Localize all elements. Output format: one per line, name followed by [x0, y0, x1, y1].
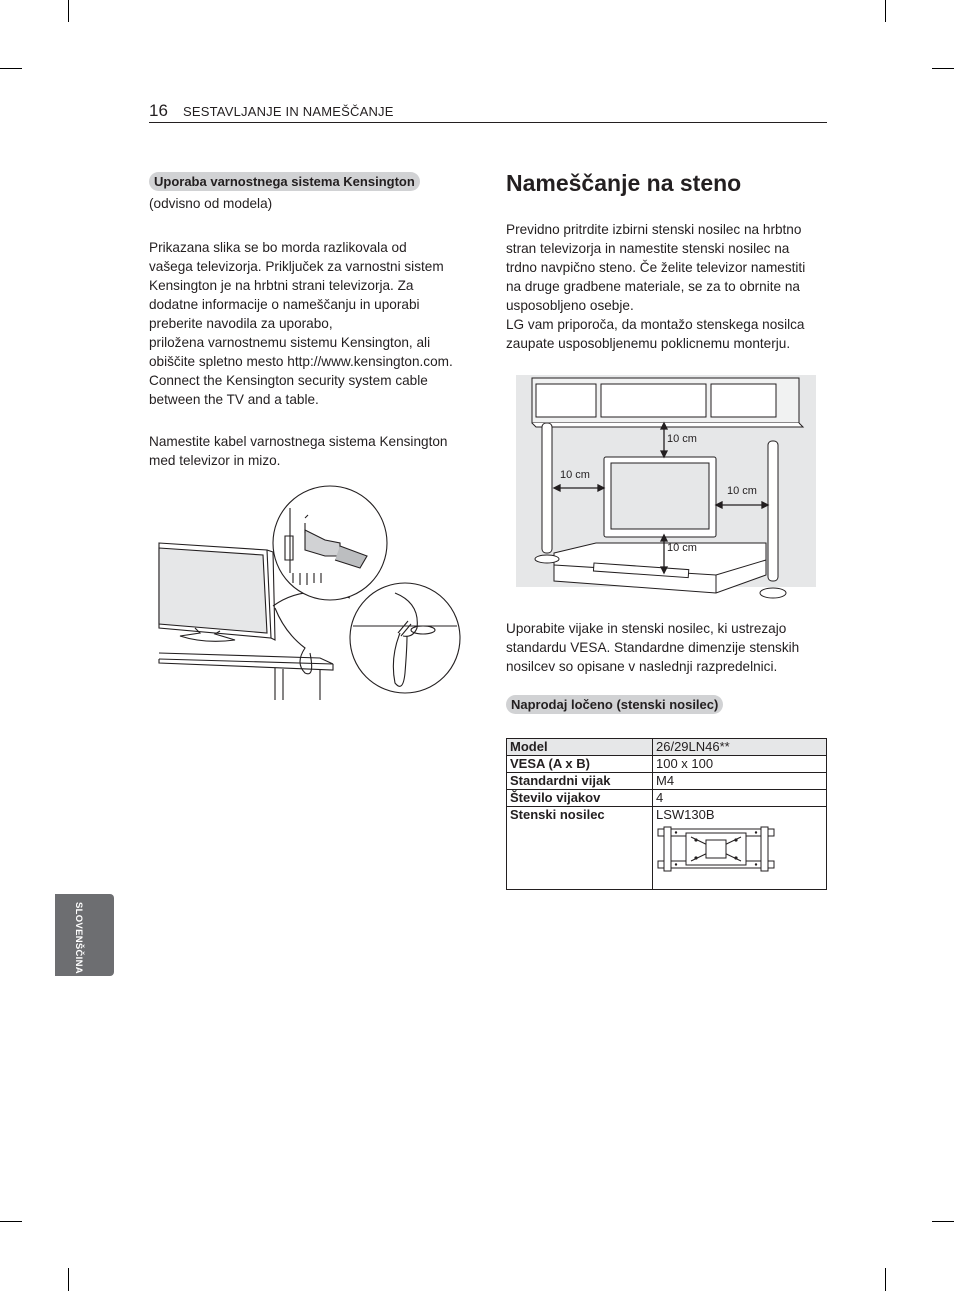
crop-mark — [932, 1221, 954, 1222]
page-number: 16 — [149, 101, 168, 120]
crop-mark — [0, 68, 22, 69]
text-line: Previdno pritrdite izbirni stenski nosilec na hrbtno — [506, 222, 802, 237]
kensington-heading-pill: Uporaba varnostnega sistema Kensington — [149, 172, 420, 191]
kensington-paragraph-2 — [149, 432, 447, 470]
text-line: standardu VESA. Standardne dimenzije stenskih — [506, 640, 800, 655]
text-line: preberite navodila za uporabo, — [149, 316, 333, 331]
language-tab-label: SLOVENŠČINA — [73, 902, 84, 974]
text-line: LG vam priporoča, da montažo stenskega nosilca — [506, 317, 805, 332]
crop-mark — [885, 0, 886, 22]
text-line: Uporabite vijake in stenski nosilec, ki ustrezajo — [506, 621, 787, 636]
table-key: VESA (A x B) — [507, 756, 653, 773]
table-value: 4 — [653, 790, 827, 807]
text-line: stran televizorja in namestite stenski nosilec na — [506, 241, 790, 256]
text-line: med televizor in mizo. — [149, 453, 281, 468]
table-row — [507, 807, 827, 890]
wall-mount-paragraph-2 — [506, 619, 799, 676]
text-line: vašega televizorja. Priključek za varnostni sistem — [149, 259, 444, 274]
wall-mount-spec-table — [506, 738, 827, 890]
kensington-subtitle: (odvisno od modela) — [149, 196, 273, 211]
table-row — [507, 773, 827, 790]
text-line: Connect the Kensington security system cable — [149, 373, 428, 388]
table-key: Model — [507, 739, 653, 756]
text-line: dodatne informacije o nameščanju in uporabi — [149, 297, 420, 312]
kensington-paragraph-1 — [149, 238, 453, 409]
table-value: LSW130B — [656, 807, 715, 822]
sold-separately-pill: Naprodaj ločeno (stenski nosilec) — [506, 695, 723, 714]
language-tab — [55, 894, 114, 976]
table-key: Število vijakov — [507, 790, 653, 807]
clearance-label-left: 10 cm — [560, 469, 590, 481]
table-value: 100 x 100 — [653, 756, 827, 773]
section-title: SESTAVLJANJE IN NAMEŠČANJE — [183, 104, 394, 119]
text-line: trdno navpično steno. Če želite televizor namestiti — [506, 260, 806, 275]
table-row — [507, 790, 827, 807]
table-key: Standardni vijak — [507, 773, 653, 790]
text-line: Namestite kabel varnostnega sistema Kensington — [149, 434, 448, 449]
text-line: obiščite spletno mesto http://www.kensington.com. — [149, 354, 453, 369]
crop-mark — [68, 1268, 69, 1291]
table-value-cell — [653, 807, 827, 890]
page-heading: Nameščanje na steno — [506, 170, 742, 196]
text-line: usposobljeno osebje. — [506, 298, 634, 313]
table-key: Stenski nosilec — [507, 807, 653, 890]
clearance-label-right: 10 cm — [727, 485, 757, 497]
text-line: priložena varnostnemu sistemu Kensington, ali — [149, 335, 431, 350]
table-row — [507, 756, 827, 773]
header-rule — [149, 122, 827, 123]
text-line: nosilcev so opisane v naslednji razpredelnici. — [506, 659, 778, 674]
wall-mount-paragraph-1 — [506, 220, 805, 353]
clearance-label-top: 10 cm — [667, 433, 697, 445]
text-line: na druge gradbene materiale, se za to obrnite na — [506, 279, 800, 294]
crop-mark — [68, 0, 69, 22]
text-line: Prikazana slika se bo morda razlikovala od — [149, 240, 407, 255]
table-value: M4 — [653, 773, 827, 790]
crop-mark — [0, 1221, 22, 1222]
table-row — [507, 739, 827, 756]
crop-mark — [932, 68, 954, 69]
text-line: between the TV and a table. — [149, 392, 319, 407]
clearance-label-bottom: 10 cm — [667, 542, 697, 554]
wall-clearance-diagram — [516, 375, 816, 605]
crop-mark — [885, 1268, 886, 1291]
text-line: zaupate usposobljenemu poklicnemu monterju. — [506, 336, 791, 351]
table-value: 26/29LN46** — [653, 739, 827, 756]
wall-bracket-image — [656, 825, 776, 875]
kensington-illustration — [155, 488, 465, 703]
text-line: Kensington je na hrbtni strani televizorja. Za — [149, 278, 414, 293]
